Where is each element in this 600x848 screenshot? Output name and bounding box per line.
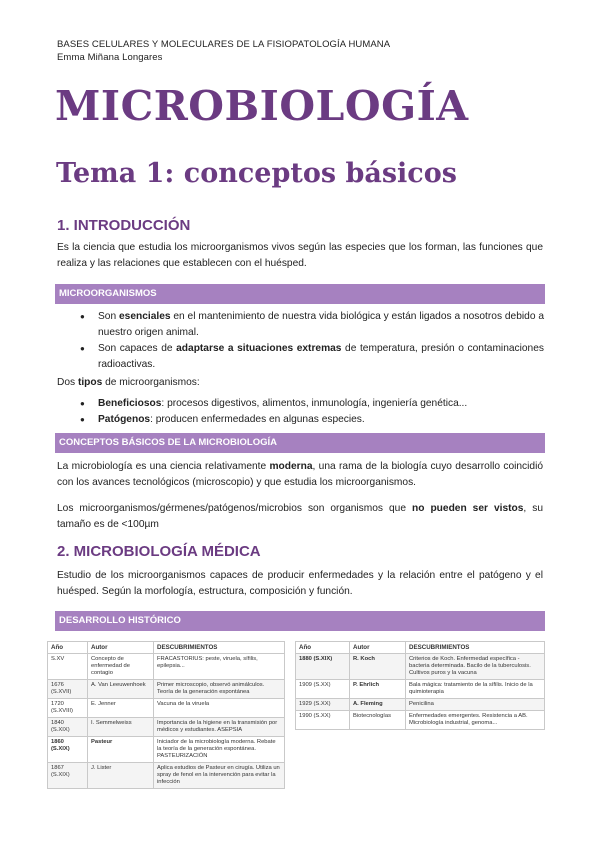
author-name: Emma Miñana Longares [57,52,163,63]
concepts-paragraph-1: La microbiología es una ciencia relativamente moderna, una rama de la biología cuyo desarrollo coincidió con los avances tecnológicos (microscopio) y que estudia los microorganismos. [57,461,544,488]
band-microorganismos: MICROORGANISMOS [55,284,545,304]
types-intro: Dos tipos de microorganismos: [57,377,200,388]
table-row: 1720 (S.XVIII) E. Jenner Vacuna de la viruela [48,699,285,718]
document-subtitle: Tema 1: conceptos básicos [56,158,457,189]
table-row: 1990 (S.XX) Biotecnologías Enfermedades emergentes. Resistencia a AB. Microbiología industrial, genoma... [296,711,545,730]
band-desarrollo-historico: DESARROLLO HISTÓRICO [55,611,545,631]
column-header-author: Autor [350,642,406,654]
concepts-paragraph-2: Los microorganismos/gérmenes/patógenos/microbios son organismos que no pueden ser vistos, su tamaño es de <100µm [57,503,544,530]
course-name: BASES CELULARES Y MOLECULARES DE LA FISIOPATOLOGÍA HUMANA [57,39,391,50]
table-row: 1909 (S.XX) P. Ehrlich Bala mágica: tratamiento de la sífilis. Inicio de la quimioterapia [296,680,545,699]
table-row: 1840 (S.XIX) I. Semmelweiss Importancia de la higiene en la transmisión por médicos y estudiantes. ASEPSIA [48,718,285,737]
table-row: 1929 (S.XX) A. Fleming Penicilina [296,699,545,711]
column-header-year: Año [48,642,88,654]
column-header-discoveries: DESCUBRIMIENTOS [406,642,545,654]
history-table-right [295,641,545,730]
list-item: ● Son capaces de adaptarse a situaciones extremas de temperatura, presión o contaminaciones radioactivas. [80,341,544,373]
microorganismos-list [80,309,544,373]
column-header-year: Año [296,642,350,654]
types-list [80,396,544,428]
medical-microbiology-paragraph: Estudio de los microorganismos capaces de producir enfermedades y la relación entre el patógeno y el huésped. Según la morfología, estructura, composición y función. [57,570,543,597]
list-item: ● Patógenos: producen enfermedades en algunas especies. [80,412,544,428]
table-header-row [48,642,285,654]
history-table-left [47,641,285,789]
column-header-author: Autor [88,642,154,654]
section-heading-microbiologia-medica: 2. MICROBIOLOGÍA MÉDICA [57,543,261,560]
table-header-row [296,642,545,654]
intro-paragraph: Es la ciencia que estudia los microorganismos vivos según las especies que los forman, las funciones que realiza y las relaciones que establecen con el huésped. [57,242,543,269]
section-heading-introduccion: 1. INTRODUCCIÓN [57,217,191,234]
document-title: MICROBIOLOGÍA [55,82,469,130]
table-row: 1880 (S.XIX) R. Koch Criterios de Koch. Enfermedad específica - bacteria determinada. Bacilo de la tuberculosis. Cultivos puros y la vacuna [296,654,545,680]
table-row: S.XV Concepto de enfermedad de contagio FRACASTORIUS: peste, viruela, sífilis, epilepsia... [48,654,285,680]
document-header [57,38,390,64]
band-conceptos-basicos: CONCEPTOS BÁSICOS DE LA MICROBIOLOGÍA [55,433,545,453]
table-row: 1676 (S.XVII) A. Van Leeuwenhoek Primer microscopio, observó animálculos. Teoría de la generación espontánea [48,680,285,699]
table-row: 1860 (S.XIX) Pasteur Iniciador de la microbiología moderna. Rebate la teoría de la generación espontánea. PASTEURIZACIÓN [48,737,285,763]
list-item: ● Son esenciales en el mantenimiento de nuestra vida biológica y están ligados a nosotros debido a nuestro origen animal. [80,309,544,341]
list-item: ● Beneficiosos: procesos digestivos, alimentos, inmunología, ingeniería genética... [80,396,544,412]
column-header-discoveries: DESCUBRIMIENTOS [154,642,285,654]
table-row: 1867 (S.XIX) J. Lister Aplica estudios de Pasteur en cirugía. Utiliza un spray de fenol en la intervención para evitar la infección [48,763,285,789]
